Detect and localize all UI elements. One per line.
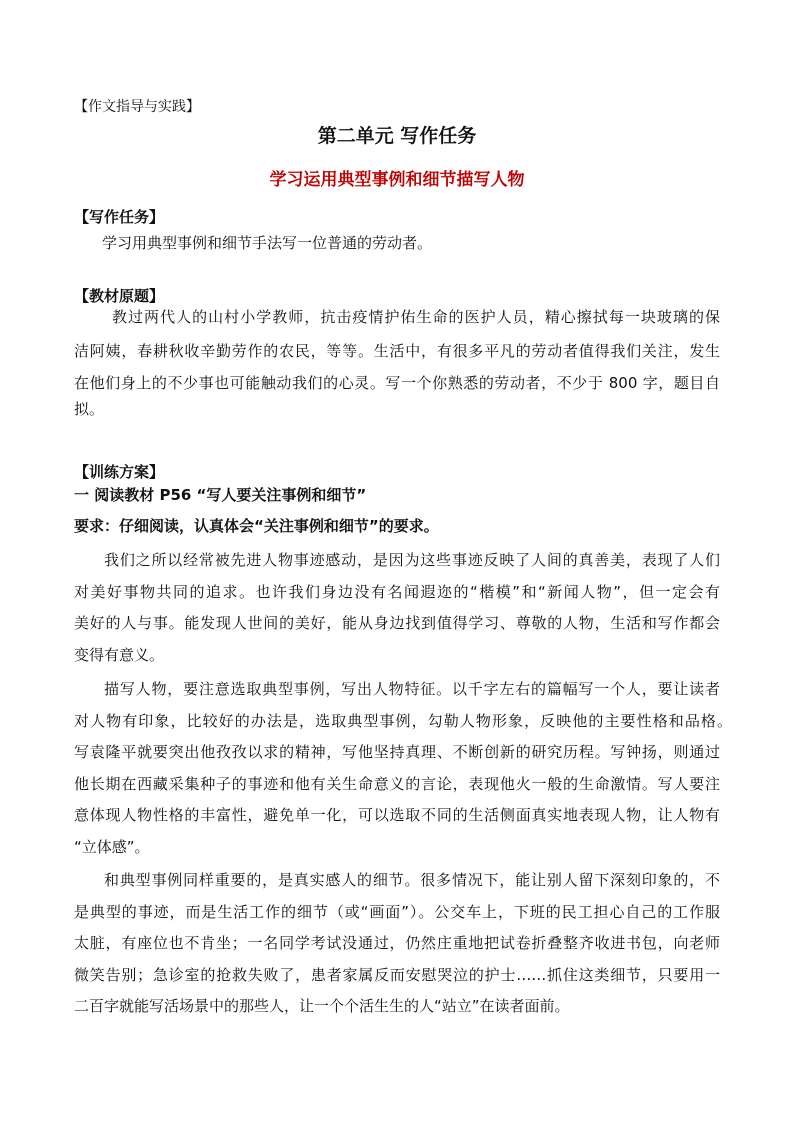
para3-line-2: 是典型的事迹，而是生活工作的细节（或“画面”）。公交车上，下班的民工担心自己的工作服 [74, 903, 720, 921]
para3-line-4: 微笑告别；急诊室的抢救失败了，患者家属反而安慰哭泣的护士……抓住这类细节，只要用一 [74, 966, 720, 984]
para2-line-3: 写袁隆平就要突出他孜孜以求的精神，写他坚持真理、不断创新的研究历程。写钟扬，则通过 [74, 743, 720, 761]
para2-line-6: “立体感”。 [74, 838, 150, 856]
page-title: 第二单元 写作任务 [317, 125, 477, 147]
page-subtitle: 学习运用典型事例和细节描写人物 [269, 170, 525, 190]
para1-line-3: 美好的人与事。能发现人世间的美好，能从身边找到值得学习、尊敬的人物，生活和写作都会 [74, 614, 720, 632]
section-original-heading: 【教材原题】 [74, 287, 165, 305]
section-training-heading: 【训练方案】 [74, 463, 165, 481]
para2-line-4: 他长期在西藏采集种子的事迹和他有关生命意义的言论，表现他火一般的生命激情。写人要注 [74, 775, 720, 793]
header-tag: 【作文指导与实践】 [74, 99, 200, 115]
section-task-text: 学习用典型事例和细节手法写一位普通的劳动者。 [102, 234, 433, 252]
original-line-1: 教过两代人的山村小学教师，抗击疫情护佑生命的医护人员，精心擦拭每一块玻璃的保 [112, 308, 720, 326]
original-line-3: 在他们身上的不少事也可能触动我们的心灵。写一个你熟悉的劳动者，不少于 800 字，题目自 [74, 374, 720, 392]
para2-line-1: 描写人物，要注意选取典型事例，写出人物特征。以千字左右的篇幅写一个人，要让读者 [104, 680, 720, 698]
para2-line-5: 意体现人物性格的丰富性，避免单一化，可以选取不同的生活侧面真实地表现人物，让人物有 [74, 806, 720, 824]
para1-line-1: 我们之所以经常被先进人物事迹感动，是因为这些事迹反映了人间的真善美，表现了人们 [104, 551, 720, 569]
training-requirement: 要求：仔细阅读，认真体会“关注事例和细节”的要求。 [74, 517, 439, 535]
para1-line-2: 对美好事物共同的追求。也许我们身边没有名闻遐迩的“楷模”和“新闻人物”，但一定会有 [74, 583, 720, 601]
para3-line-5: 二百字就能写活场景中的那些人，让一个个活生生的人“站立”在读者面前。 [74, 997, 570, 1015]
para2-line-2: 对人物有印象，比较好的办法是，选取典型事例，勾勒人物形象，反映他的主要性格和品格。 [74, 712, 732, 730]
para1-line-4: 变得有意义。 [74, 646, 165, 664]
section-task-heading: 【写作任务】 [74, 208, 165, 226]
para3-line-1: 和典型事例同样重要的，是真实感人的细节。很多情况下，能让别人留下深刻印象的，不 [104, 871, 720, 889]
para3-line-3: 太脏，有座位也不肯坐；一名同学考试没通过，仍然庄重地把试卷折叠整齐收进书包，向老师 [74, 934, 720, 952]
training-step-1: 一 阅读教材 P56 “写人要关注事例和细节” [74, 486, 367, 504]
original-line-4: 拟。 [74, 400, 105, 418]
original-line-2: 洁阿姨，春耕秋收辛勤劳作的农民，等等。生活中，有很多平凡的劳动者值得我们关注，发生 [74, 342, 720, 360]
